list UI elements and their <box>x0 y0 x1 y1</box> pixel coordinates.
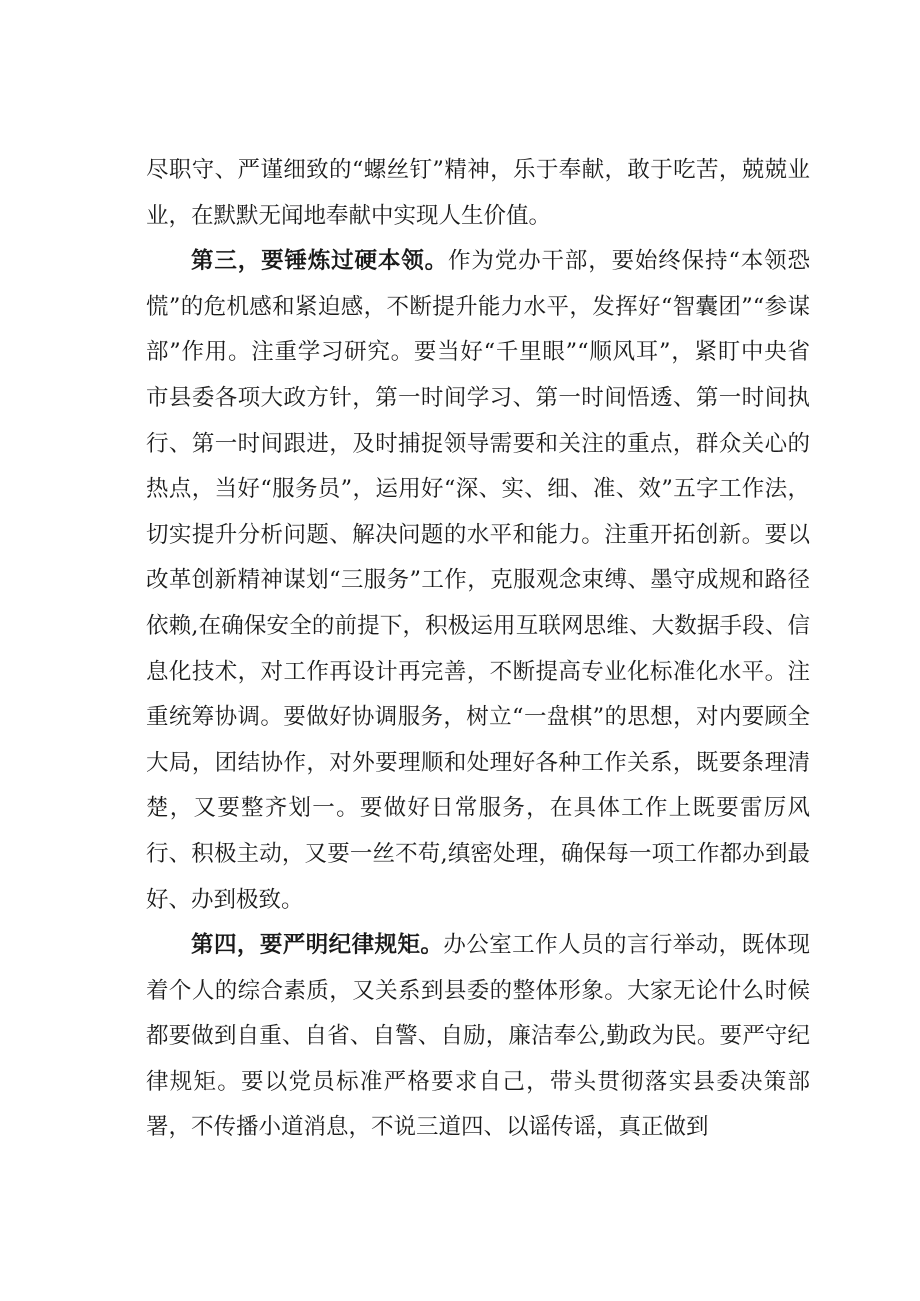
body-text <box>146 148 810 1151</box>
paragraph-fourth <box>146 923 810 1151</box>
paragraph-heading: 第四，要严明纪律规矩。 <box>191 932 444 959</box>
paragraph-body: 尽职守、严谨细致的“螺丝钉”精神，乐于奉献，敢于吃苦，兢兢业业，在默默无闻地奉献中实现人生价值。 <box>146 157 810 229</box>
paragraph-third <box>146 239 810 923</box>
paragraph-body: 办公室工作人员的言行举动，既体现着个人的综合素质，又关系到县委的整体形象。大家无论什么时候都要做到自重、自省、自警、自励，廉洁奉公,勤政为民。要严守纪律规矩。要以党员标准严格要求自己，带头贯彻落实县委决策部署，不传播小道消息，不说三道四、以谣传谣，真正做到 <box>146 932 810 1141</box>
paragraph-continuation <box>146 148 810 239</box>
paragraph-body: 作为党办干部，要始终保持“本领恐慌”的危机感和紧迫感，不断提升能力水平，发挥好“智囊团”“参谋部”作用。注重学习研究。要当好“千里眼”“顺风耳”，紧盯中央省市县委各项大政方针，第一时间学习、第一时间悟透、第一时间执行、第一时间跟进，及时捕捉领导需要和关注的重点，群众关心的热点，当好“服务员”，运用好“深、实、细、准、效”五字工作法，切实提升分析问题、解决问题的水平和能力。注重开拓创新。要以改革创新精神谋划“三服务”工作，克服观念束缚、墨守成规和路径依赖,在确保安全的前提下，积极运用互联网思维、大数据手段、信息化技术，对工作再设计再完善，不断提高专业化标准化水平。注重统筹协调。要做好协调服务，树立“一盘棋”的思想，对内要顾全大局，团结协作，对外要理顺和处理好各种工作关系，既要条理清楚，又要整齐划一。要做好日常服务，在具体工作上既要雷厉风行、积极主动，又要一丝不苟,缜密处理，确保每一项工作都办到最好、办到极致。 <box>146 248 810 913</box>
paragraph-heading: 第三，要锤炼过硬本领。 <box>191 248 449 275</box>
